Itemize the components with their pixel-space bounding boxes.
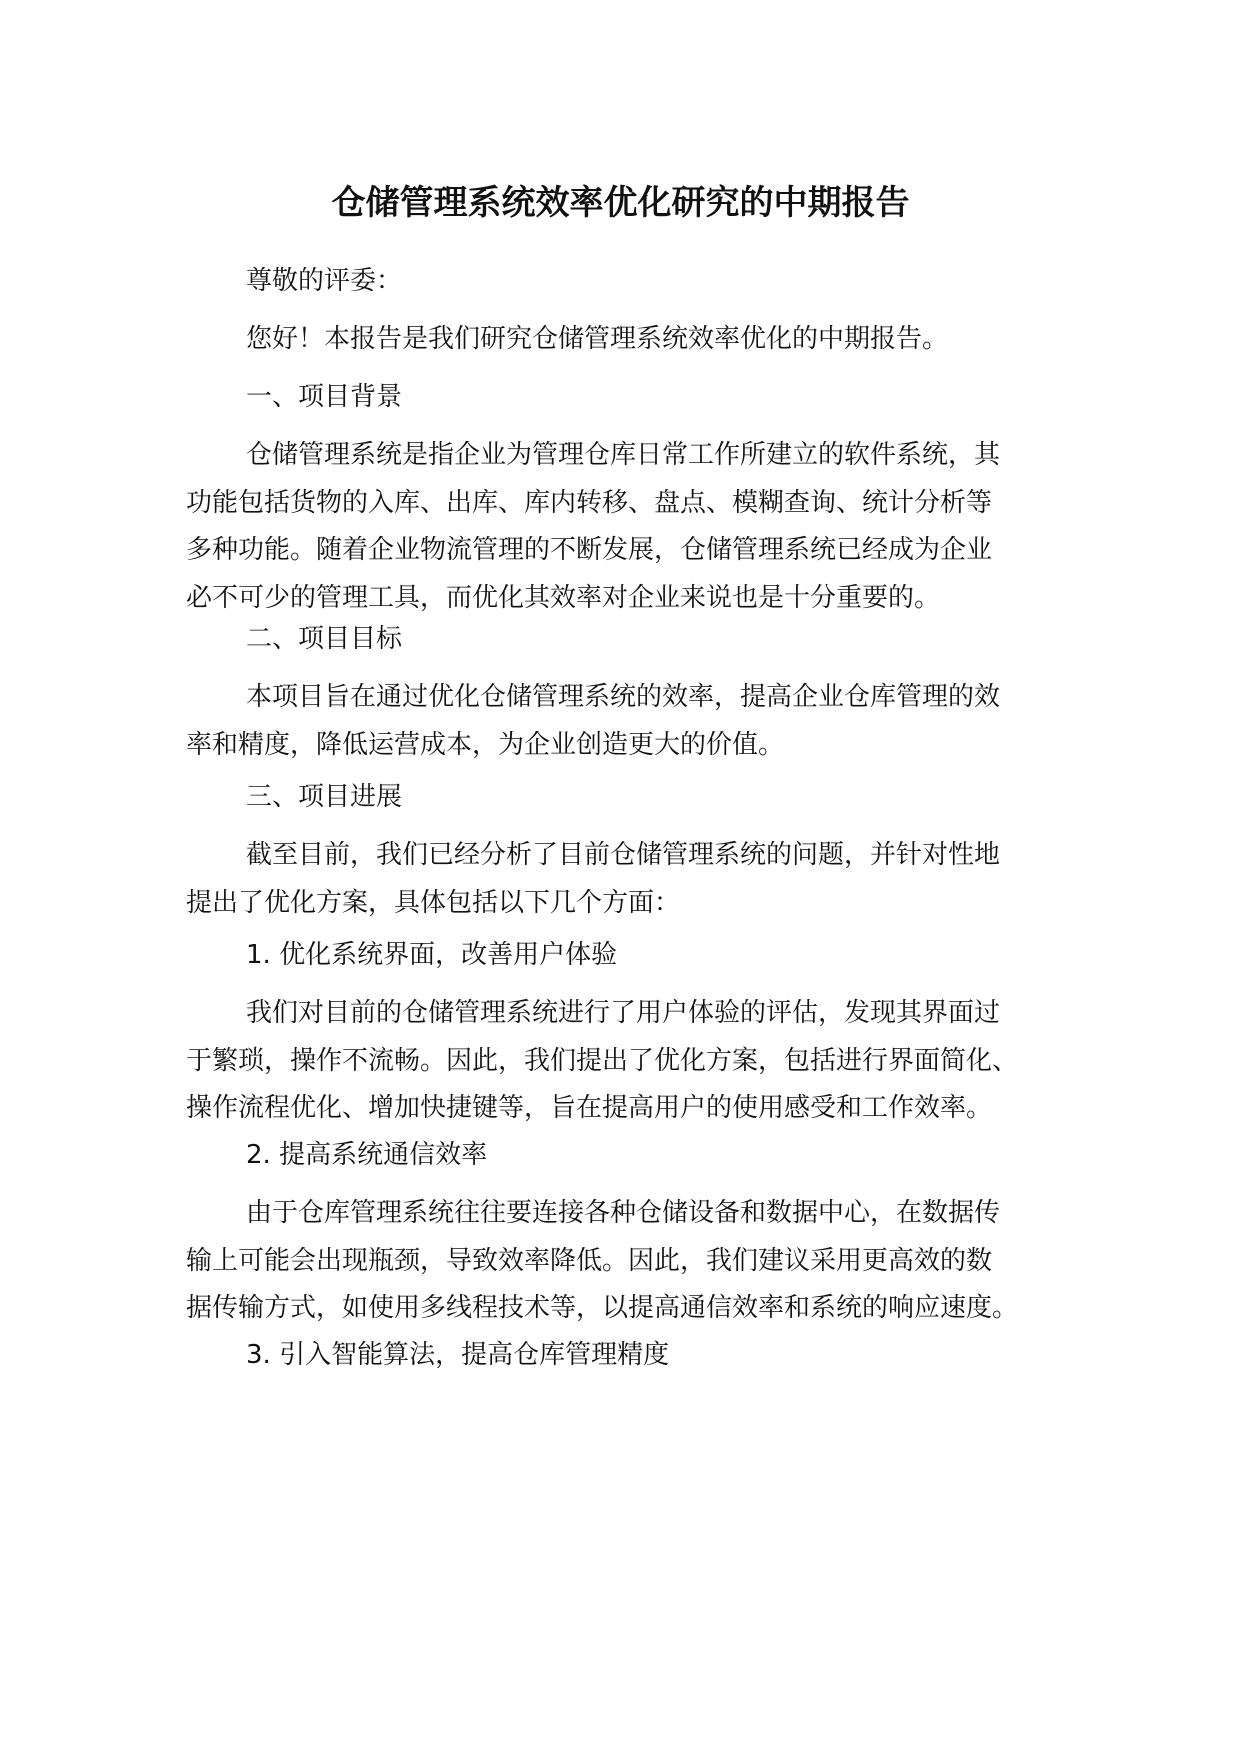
document-title: 仓储管理系统效率优化研究的中期报告 [331, 183, 910, 223]
paragraph-line: 我们对目前的仓储管理系统进行了用户体验的评估，发现其界面过 [246, 998, 1001, 1028]
section-heading-goals: 二、项目目标 [246, 624, 403, 654]
paragraph-line: 输上可能会出现瓶颈，导致效率降低。因此，我们建议采用更高效的数 [186, 1245, 993, 1276]
paragraph-line: 由于仓库管理系统往往要连接各种仓储设备和数据中心，在数据传 [246, 1198, 1001, 1228]
progress-paragraph [186, 832, 1086, 927]
paragraph-line: 本项目旨在通过优化仓储管理系统的效率，提高企业仓库管理的效 [246, 682, 1001, 712]
salutation: 尊敬的评委： [246, 266, 403, 296]
paragraph-line: 必不可少的管理工具，而优化其效率对企业来说也是十分重要的。 [186, 582, 941, 613]
paragraph-line: 于繁琐，操作不流畅。因此，我们提出了优化方案，包括进行界面简化、 [186, 1045, 1019, 1076]
greeting-paragraph: 您好！本报告是我们研究仓储管理系统效率优化的中期报告。 [246, 324, 949, 354]
paragraph-line: 仓储管理系统是指企业为管理仓库日常工作所建立的软件系统，其 [246, 440, 1001, 470]
background-paragraph [186, 432, 1086, 622]
paragraph-line: 据传输方式，如使用多线程技术等，以提高通信效率和系统的响应速度。 [186, 1293, 1019, 1323]
communication-paragraph [186, 1190, 1086, 1333]
item-heading-communication: 2. 提高系统通信效率 [246, 1140, 488, 1170]
section-heading-progress: 三、项目进展 [246, 782, 403, 812]
paragraph-line: 率和精度，降低运营成本，为企业创造更大的价值。 [186, 729, 785, 760]
item-heading-algorithm: 3. 引入智能算法，提高仓库管理精度 [246, 1340, 670, 1370]
section-heading-background: 一、项目背景 [246, 382, 403, 412]
item-heading-ui: 1. 优化系统界面，改善用户体验 [246, 940, 618, 970]
paragraph-line: 提出了优化方案，具体包括以下几个方面： [186, 887, 681, 918]
paragraph-line: 多种功能。随着企业物流管理的不断发展，仓储管理系统已经成为企业 [186, 535, 993, 565]
ui-paragraph [186, 990, 1086, 1133]
goals-paragraph [186, 674, 1086, 769]
paragraph-line: 截至目前，我们已经分析了目前仓储管理系统的问题，并针对性地 [246, 840, 1001, 870]
paragraph-line: 功能包括货物的入库、出库、库内转移、盘点、模糊查询、统计分析等 [186, 487, 993, 518]
paragraph-line: 操作流程优化、增加快捷键等，旨在提高用户的使用感受和工作效率。 [186, 1093, 993, 1123]
